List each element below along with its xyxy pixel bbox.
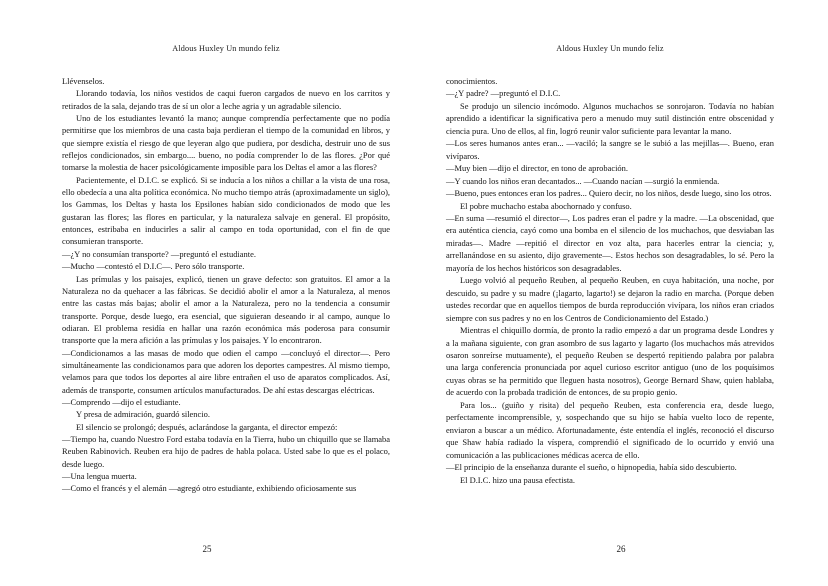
paragraph: —Condicionamos a las masas de modo que odien el campo —concluyó el director—. Pero simultáneamente las condicionamos para que adoren los deportes campestres. Al mismo tiempo, velamos para que todos los deportes al aire libre entrañen el uso de aparatos complicados. Así, además de transporte, consumen artículos manufacturados. De ahí estas descargas eléctricas.: [62, 347, 390, 395]
paragraph: Las prímulas y los paisajes, explicó, tienen un grave defecto: son gratuitos. El amor a la Naturaleza no da quehacer a las fábricas. Se decidió abolir el amor a la Naturaleza, al menos entre las castas más bajas; abolir el amor a la Naturaleza, pero no la tendencia a consumir transporte. Porque, desde luego, era esencial, que siguieran deseando ir al campo, aunque lo odiaran. El problema residía en hallar una razón económica más poderosa para consumir transporte que la mera afición a las prímulas y los paisajes. Y lo encontraron.: [62, 273, 390, 346]
paragraph: Luego volvió al pequeño Reuben, al pequeño Reuben, en cuya habitación, una noche, por descuido, su padre y su madre (¡lagarto, lagarto!) se dejaron la radio en marcha. (Porque deben ustedes recordar que en aquellos tiempos de burda reproducción vivípara, los niños eran criados siempre con sus padres y no en los Centros de Condicionamiento del Estado.): [446, 275, 774, 323]
paragraph: —Mucho —contestó el D.I.C—. Pero sólo transporte.: [62, 261, 245, 272]
paragraph: Uno de los estudiantes levantó la mano; aunque comprendía perfectamente que no podía permitirse que los miembros de una casta baja perdieran el tiempo de la comunidad en libros, y que siempre existía el riesgo de que leyeran algo que pudiera, por desdicha, destruir uno de sus reflejos condicionados, sin embargo.... bueno, no podía comprender lo de las flores. ¿Por qué tomarse la molestia de hacer psicológicamente imposible para los Deltas el amor a las flores?: [62, 113, 390, 173]
paragraph: conocimientos.: [446, 76, 498, 86]
paragraph: —¿Y no consumían transporte? —preguntó el estudiante.: [62, 248, 256, 259]
paragraph: —Bueno, pues entonces eran los padres... Quiero decir, no los niños, desde luego, sino los otros.: [446, 188, 772, 199]
paragraph: —Y cuando los niños eran decantados... —Cuando nacían —surgió la enmienda.: [446, 175, 720, 186]
paragraph: El silencio se prolongó; después, aclarándose la garganta, el director empezó:: [76, 421, 338, 432]
running-head-right: Aldous Huxley Un mundo feliz: [556, 44, 664, 53]
paragraph: Mientras el chiquillo dormía, de pronto la radio empezó a dar un programa desde Londres y a la mañana siguiente, con gran asombro de sus lagarto y lagarto (los muchachos más atrevidos osaron sonreírse mutuamente), el pequeño Reuben se despertó repitiendo palabra por palabra una larga conferencia pronunciada por aquel curioso escritor antiguo (uno de los poquísimos cuyas obras se ha permitido que lleguen hasta nosotros), George Bernard Shaw, quien hablaba, de acuerdo con la probada tradición de entonces, de su propio genio.: [446, 325, 774, 398]
page-number-left: 25: [202, 544, 212, 554]
paragraph: —Los seres humanos antes eran... —vaciló; la sangre se le subió a las mejillas—. Bueno, eran vivíparos.: [446, 138, 774, 161]
paragraph: Se produjo un silencio incómodo. Algunos muchachos se sonrojaron. Todavía no habían aprendido a identificar la significativa pero a menudo muy sutil distinción entre obscenidad y ciencia pura. Uno de ellos, al fin, logró reunir valor suficiente para levantar la mano.: [446, 100, 774, 136]
paragraph: —Tiempo ha, cuando Nuestro Ford estaba todavía en la Tierra, hubo un chiquillo que se llamaba Reuben Rabinovich. Reuben era hijo de padres de habla polaca. Usted sabe lo que es el polaco, desde luego.: [62, 433, 390, 469]
page-right: [414, 0, 828, 586]
paragraph: —En suma —resumió el director—, Los padres eran el padre y la madre. —La obscenidad, que era auténtica ciencia, cayó como una bomba en el silencio de los muchachos, que desviaban las miradas—. Madre —repitió el director en voz alta, para hacerles entrar la ciencia; y, arrellanándose en su asiento, dijo gravemente—. Estos hechos son desagradables, lo sé. Pero la mayoría de los hechos históricos son desagradables.: [446, 212, 774, 273]
paragraph: Llévenselos.: [62, 76, 105, 86]
paragraph: El D.I.C. hizo una pausa efectista.: [460, 474, 576, 485]
page-number-right: 26: [616, 544, 626, 554]
paragraph: —Comprendo —dijo el estudiante.: [62, 396, 181, 407]
paragraph: —Muy bien —dijo el director, en tono de aprobación.: [446, 163, 628, 174]
paragraph: —¿Y padre? —preguntó el D.I.C.: [446, 88, 561, 99]
paragraph: —Como el francés y el alemán —agregó otro estudiante, exhibiendo oficiosamente sus: [62, 483, 357, 494]
paragraph: —El principio de la enseñanza durante el sueño, o hipnopedia, había sido descubierto.: [446, 462, 737, 473]
paragraph: Y presa de admiración, guardó silencio.: [76, 409, 210, 420]
paragraph: El pobre muchacho estaba abochornado y confuso.: [460, 200, 632, 211]
paragraph: Pacientemente, el D.I.C. se explicó. Si se inducía a los niños a chillar a la vista de una rosa, ello obedecía a una alta política económica. No mucho tiempo atrás (aproximadamente un siglo), los Gammas, los Deltas y hasta los Epsilones habían sido condicionados de modo que les gustaran las flores; las flores en particular, y la naturaleza salvaje en general. El propósito, entonces, estribaba en inducirles a salir al campo en toda oportunidad, con el fin de que consumieran transporte.: [62, 174, 390, 247]
running-head-left: Aldous Huxley Un mundo feliz: [172, 44, 280, 53]
body-text-right: [446, 75, 774, 486]
paragraph: —Una lengua muerta.: [62, 471, 137, 481]
body-text-left: [62, 75, 390, 495]
paragraph: Para los... (guiño y risita) del pequeño Reuben, esta conferencia era, desde luego, perfectamente incomprensible, y, sospechando que su hijo se había vuelto loco de repente, enviaron a buscar a un médico. Afortunadamente, éste entendía el inglés, reconoció el discurso que Shaw había radiado la víspera, comprendió el significado de lo ocurrido y envió una comunicación a las publicaciones médicas acerca de ello.: [446, 399, 774, 460]
paragraph: Llorando todavía, los niños vestidos de caqui fueron cargados de nuevo en los carritos y retirados de la sala, dejando tras de sí un olor a leche agria y un agradable silencio.: [62, 88, 390, 111]
